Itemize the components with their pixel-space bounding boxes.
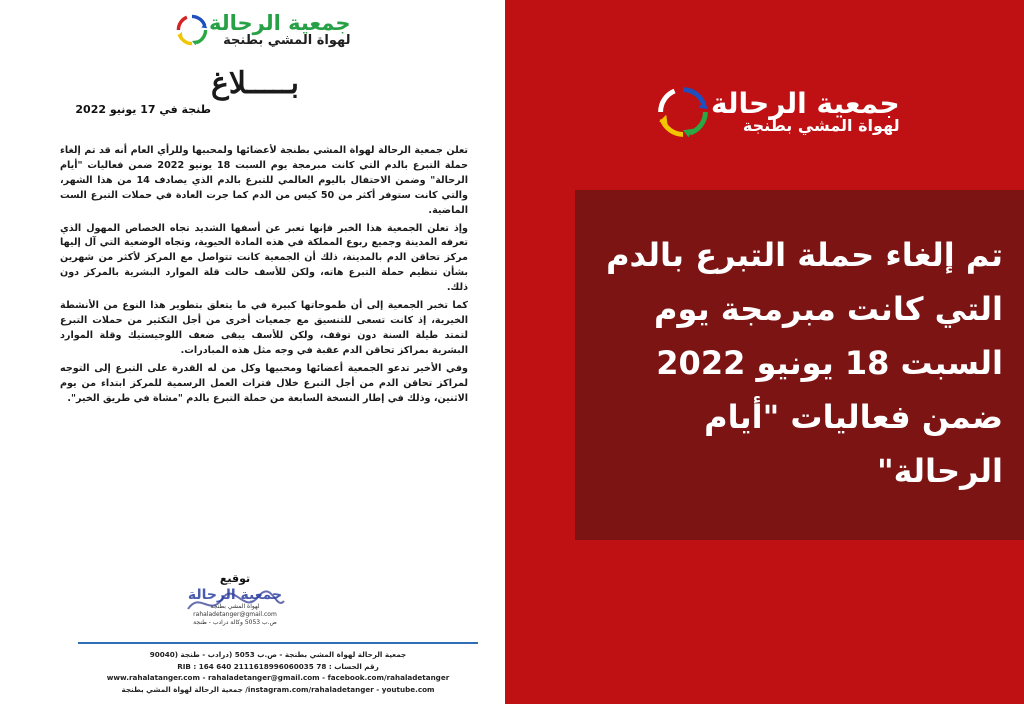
- document-body: [60, 144, 468, 409]
- announcement-headline: [505, 228, 1003, 498]
- stamp-name: جمعية الرحالة: [187, 587, 283, 603]
- document-title: بـــــلاغ: [210, 66, 300, 101]
- association-logo: [175, 12, 356, 48]
- signature-block: [180, 572, 290, 645]
- signature-label: توقيع: [219, 572, 251, 585]
- headline-line: ضمن فعاليات "أيام: [704, 398, 1003, 436]
- document-footer: [78, 642, 478, 695]
- logo-ring-icon: [655, 84, 711, 140]
- logo-name: جمعية الرحالة: [209, 11, 351, 35]
- association-stamp: [180, 587, 290, 645]
- stamp-line: rahaladetanger@gmail.com: [193, 611, 277, 618]
- body-paragraph: وفي الأخير تدعو الجمعية أعضائها ومحبيها وكل من له القدرة على التبرع إلى التوجه لمراكز تحاقن الدم من أجل التبرع خلال فترات العمل الرسمية للمركز ابتداء من يوم الاثنين، وذلك في إطار النسخة السابعة من حملة التبرع بالدم "مشاة في طريق الخير".: [60, 362, 468, 404]
- body-paragraph: كما تخبر الجمعية إلى أن طموحاتها كبيرة في ما يتعلق بتطوير هذا النوع من الأنشطة الخيرية، إذ كانت تسعى للتنسيق مع جمعيات أخرى من أجل التكثير من حملات التبرع لتمتد طيلة السنة دون توقف، ولكن للأسف يبقى ضعف اللوجيستيك وقلة الموارد البشرية بمراكز تحاقن الدم عقبة في وجه مثل هذه المبادرات.: [60, 300, 468, 356]
- headline-line: تم إلغاء حملة التبرع بالدم: [606, 236, 1003, 274]
- announcement-panel: [505, 0, 1024, 704]
- footer-line: instagram.com/rahaladetanger - youtube.com/ جمعية الرحالة لهواة المشي بطنجة: [121, 684, 435, 694]
- footer-line: رقم الحساب : RIB : 164 640 2111618996060035 78: [177, 661, 379, 671]
- footer-line: جمعية الرحالة لهواة المشي بطنجة - ص.ب 5053 (درادب - طنجة (90040: [149, 650, 407, 659]
- logo-subtitle: لهواة المشي بطنجة: [223, 33, 351, 49]
- logo-ring-icon: [175, 13, 209, 47]
- panel-logo-subtitle: لهواة المشي بطنجة: [742, 116, 900, 136]
- document-date: طنجة في 17 يونيو 2022: [75, 103, 211, 116]
- body-paragraph: تعلن جمعية الرحالة لهواة المشي بطنجة لأعضائها ولمحبيها وللرأي العام أنه قد تم إلغاء حملة التبرع بالدم التي كانت مبرمجة يوم السبت 18 يونيو 2022 ضمن فعاليات "أيام الرحالة" وضمن الاحتفال باليوم العالمي للتبرع بالدم الذي يصادف 14 من هذا الشهر، والتي كانت ستوفر أكثر من 50 كيس من الدم كما جرت العادة في حملات التبرع الست الماضية.: [60, 145, 468, 216]
- panel-logo-name: جمعية الرحالة: [711, 86, 900, 120]
- headline-line: السبت 18 يونيو 2022: [656, 344, 1003, 382]
- body-paragraph: وإذ تعلن الجمعية هذا الخبر فإنها تعبر عن أسفها الشديد تجاه الخصاص المهول الذي تعرفه المدينة وجميع ربوع المملكة في هذه المادة الحيوية، وتجاه الوضعية التي آل إليها مركز تحاقن الدم بالمدينة، ذلك أن الجمعية كانت تتواصل مع المركز لأكثر من شهرين بشأن تنظيم حملة التبرع هاته، ولكن للأسف حالت قلة الموارد البشرية بالمركز دون ذلك.: [60, 222, 468, 294]
- stamp-line: ص.ب 5053 وكالة درادب - طنجة: [193, 619, 277, 626]
- panel-logo: [655, 84, 908, 140]
- stamp-line: لهواة المشي بطنجة: [210, 603, 260, 610]
- document-page: [0, 0, 505, 704]
- headline-line: الرحالة": [876, 452, 1003, 490]
- headline-line: التي كانت مبرمجة يوم: [654, 290, 1003, 328]
- footer-line: www.rahalatanger.com - rahaladetanger@gmail.com - facebook.com/rahaladetanger: [106, 673, 450, 682]
